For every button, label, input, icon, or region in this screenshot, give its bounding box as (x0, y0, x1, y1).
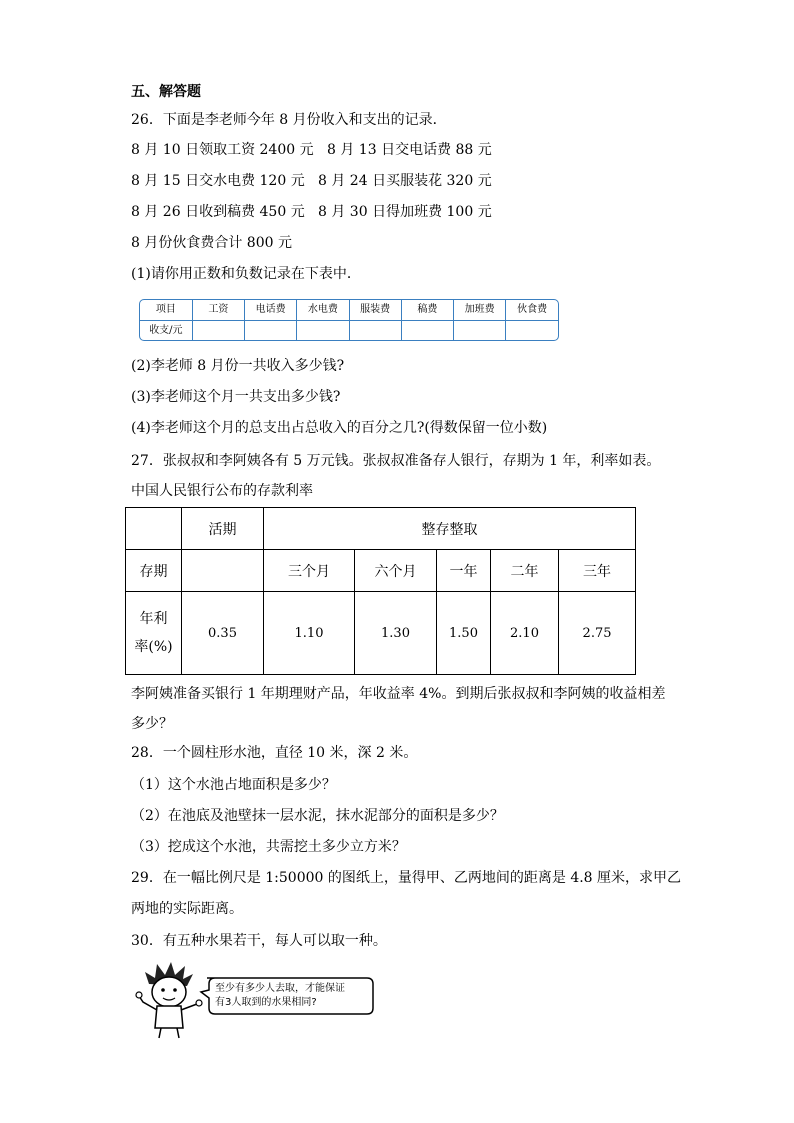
q28-intro: 28．一个圆柱形水池，直径 10 米，深 2 米。 (131, 745, 418, 761)
table-header: 电话费 (245, 300, 297, 320)
answer-cell[interactable] (349, 320, 401, 340)
table-header: 稿费 (401, 300, 453, 320)
table-header: 工资 (192, 300, 244, 320)
row-label-rate (126, 592, 182, 675)
row-label-term: 存期 (126, 550, 182, 592)
q26-intro: 26．下面是李老师今年 8 月份收入和支出的记录． (131, 112, 447, 128)
rate-cell: 0.35 (182, 592, 264, 675)
q27-follow-up: 李阿姨准备买银行 1 年期理财产品，年收益率 4%。到期后张叔叔和李阿姨的收益相差 (131, 686, 666, 702)
term-cell: 二年 (491, 550, 559, 592)
rate-cell: 2.75 (559, 592, 636, 675)
q29-line: 29．在一幅比例尺是 1:50000 的图纸上，量得甲、乙两地间的距离是 4.8 厘米，求甲乙 (131, 870, 682, 886)
term-cell: 六个月 (355, 550, 437, 592)
term-cell: 三个月 (264, 550, 355, 592)
q26-record: 8 月 30 日得加班费 100 元 (318, 204, 492, 220)
term-cell: 三年 (559, 550, 636, 592)
bubble-line: 有3人取到的水果相同? (215, 997, 317, 1008)
q26-food: 8 月份伙食费合计 800 元 (131, 235, 292, 251)
q27-follow-up: 多少？ (131, 716, 173, 732)
rate-cell: 1.10 (264, 592, 355, 675)
answer-cell[interactable] (454, 320, 506, 340)
bubble-line: 至少有多少人去取，才能保证 (215, 983, 345, 994)
table-header: 项目 (140, 300, 192, 320)
q26-record: 8 月 10 日领取工资 2400 元 (131, 142, 314, 158)
header-current: 活期 (182, 508, 264, 550)
q26-part2: (2)李老师 8 月份一共收入多少钱? (131, 358, 345, 374)
answer-cell[interactable] (297, 320, 349, 340)
q30-intro: 30．有五种水果若干，每人可以取一种。 (131, 933, 387, 949)
answer-cell[interactable] (506, 320, 558, 340)
rate-label-line: 率(%) (134, 639, 173, 655)
q28-part2: （2）在池底及池壁抹一层水泥，抹水泥部分的面积是多少？ (131, 808, 504, 824)
q27-intro: 27．张叔叔和李阿姨各有 5 万元钱。张叔叔准备存人银行，存期为 1 年，利率如表。 (131, 453, 661, 469)
q26-record: 8 月 26 日收到稿费 450 元 (131, 204, 305, 220)
q27-table-title: 中国人民银行公布的存款利率 (131, 483, 313, 499)
interest-rate-table (125, 507, 636, 675)
answer-cell[interactable] (192, 320, 244, 340)
table-header: 加班费 (454, 300, 506, 320)
rate-label-line: 年利 (139, 611, 168, 627)
rate-cell: 1.30 (355, 592, 437, 675)
q26-part4: (4)李老师这个月的总支出占总收入的百分之几?(得数保留一位小数) (131, 420, 548, 436)
speech-bubble-text (215, 982, 345, 1010)
cartoon-figure (135, 960, 375, 1040)
q26-part3: (3)李老师这个月一共支出多少钱? (131, 389, 341, 405)
table-row-label: 收支/元 (140, 320, 192, 340)
term-cell: 一年 (437, 550, 491, 592)
q26-record: 8 月 13 日交电话费 88 元 (327, 142, 492, 158)
q26-record: 8 月 24 日买服装花 320 元 (318, 173, 492, 189)
table-header: 服装费 (349, 300, 401, 320)
blank-cell (182, 550, 264, 592)
income-expense-table (139, 299, 559, 341)
header-fixed: 整存整取 (264, 508, 636, 550)
q28-part3: （3）挖成这个水池，共需挖土多少立方米？ (131, 839, 406, 855)
rate-cell: 1.50 (437, 592, 491, 675)
answer-cell[interactable] (245, 320, 297, 340)
q26-part1: (1)请你用正数和负数记录在下表中． (131, 266, 361, 282)
q28-part1: （1）这个水池占地面积是多少？ (131, 777, 336, 793)
rate-cell: 2.10 (491, 592, 559, 675)
q29-line: 两地的实际距离。 (131, 901, 243, 917)
table-header: 水电费 (297, 300, 349, 320)
section-title: 五、解答题 (131, 84, 201, 100)
q26-record: 8 月 15 日交水电费 120 元 (131, 173, 305, 189)
table-header: 伙食费 (506, 300, 558, 320)
blank-cell (126, 508, 182, 550)
answer-cell[interactable] (401, 320, 453, 340)
